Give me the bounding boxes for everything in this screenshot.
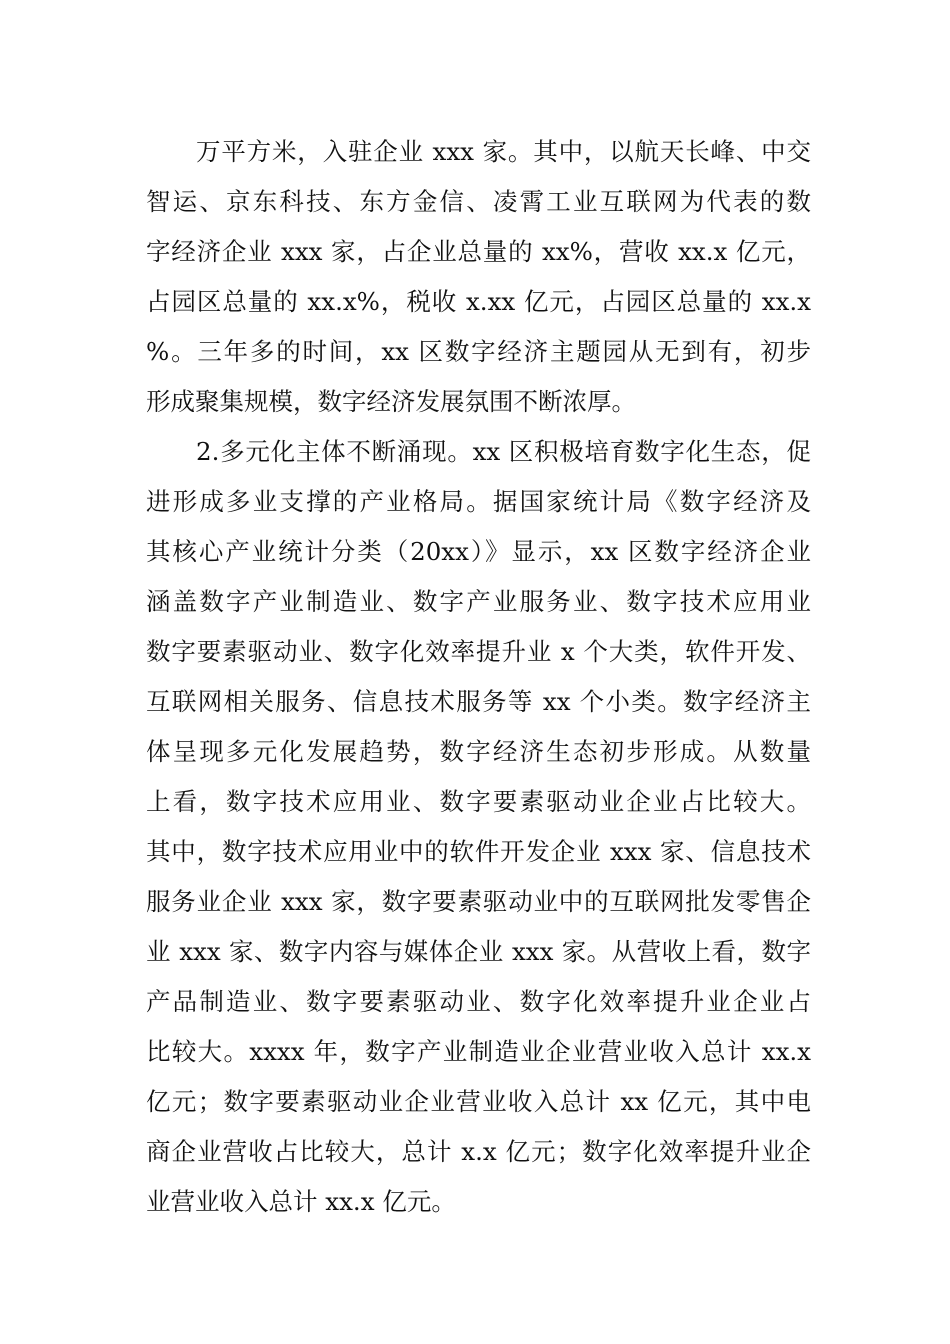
paragraph-2-line-15: 商企业营收占比较大，总计 x.x 亿元；数字化效率提升业企 bbox=[146, 1137, 811, 1166]
paragraph-2-line-4: 涵盖数字产业制造业、数字产业服务业、数字技术应用业 bbox=[146, 587, 811, 616]
paragraph-2-line-2: 进形成多业支撑的产业格局。据国家统计局《数字经济及 bbox=[146, 487, 811, 516]
paragraph-1-line-1: 万平方米，入驻企业 xxx 家。其中，以航天长峰、中交 bbox=[196, 137, 811, 166]
paragraph-1-line-4: 占园区总量的 xx.x%，税收 x.xx 亿元，占园区总量的 xx.x bbox=[146, 287, 811, 316]
paragraph-2-line-8: 上看，数字技术应用业、数字要素驱动业企业占比较大。 bbox=[146, 787, 811, 816]
paragraph-2-line-16: 业营业收入总计 xx.x 亿元。 bbox=[146, 1187, 456, 1216]
paragraph-2-line-9: 其中，数字技术应用业中的软件开发企业 xxx 家、信息技术 bbox=[146, 837, 811, 866]
paragraph-2-line-6: 互联网相关服务、信息技术服务等 xx 个小类。数字经济主 bbox=[146, 687, 811, 716]
paragraph-1-line-6: 形成聚集规模，数字经济发展氛围不断浓厚。 bbox=[146, 387, 636, 416]
paragraph-1-line-5: %。三年多的时间，xx 区数字经济主题园从无到有，初步 bbox=[146, 337, 811, 366]
paragraph-2-line-1: 2.多元化主体不断涌现。xx 区积极培育数字化生态，促 bbox=[196, 437, 811, 466]
paragraph-2-line-13: 比较大。xxxx 年，数字产业制造业企业营业收入总计 xx.x bbox=[146, 1037, 811, 1066]
paragraph-2-line-11: 业 xxx 家、数字内容与媒体企业 xxx 家。从营收上看，数字 bbox=[146, 937, 811, 966]
paragraph-2-line-5: 数字要素驱动业、数字化效率提升业 x 个大类，软件开发、 bbox=[146, 637, 811, 666]
paragraph-1-line-3: 字经济企业 xxx 家，占企业总量的 xx%，营收 xx.x 亿元， bbox=[146, 237, 811, 266]
paragraph-2-line-3: 其核心产业统计分类（20xx）》显示，xx 区数字经济企业 bbox=[146, 537, 811, 566]
paragraph-2-line-10: 服务业企业 xxx 家，数字要素驱动业中的互联网批发零售企 bbox=[146, 887, 811, 916]
paragraph-2-line-12: 产品制造业、数字要素驱动业、数字化效率提升业企业占 bbox=[146, 987, 811, 1016]
paragraph-1-line-2: 智运、京东科技、东方金信、凌霄工业互联网为代表的数 bbox=[146, 187, 811, 216]
paragraph-2-line-14: 亿元；数字要素驱动业企业营业收入总计 xx 亿元，其中电 bbox=[146, 1087, 811, 1116]
paragraph-2-line-7: 体呈现多元化发展趋势，数字经济生态初步形成。从数量 bbox=[146, 737, 811, 766]
